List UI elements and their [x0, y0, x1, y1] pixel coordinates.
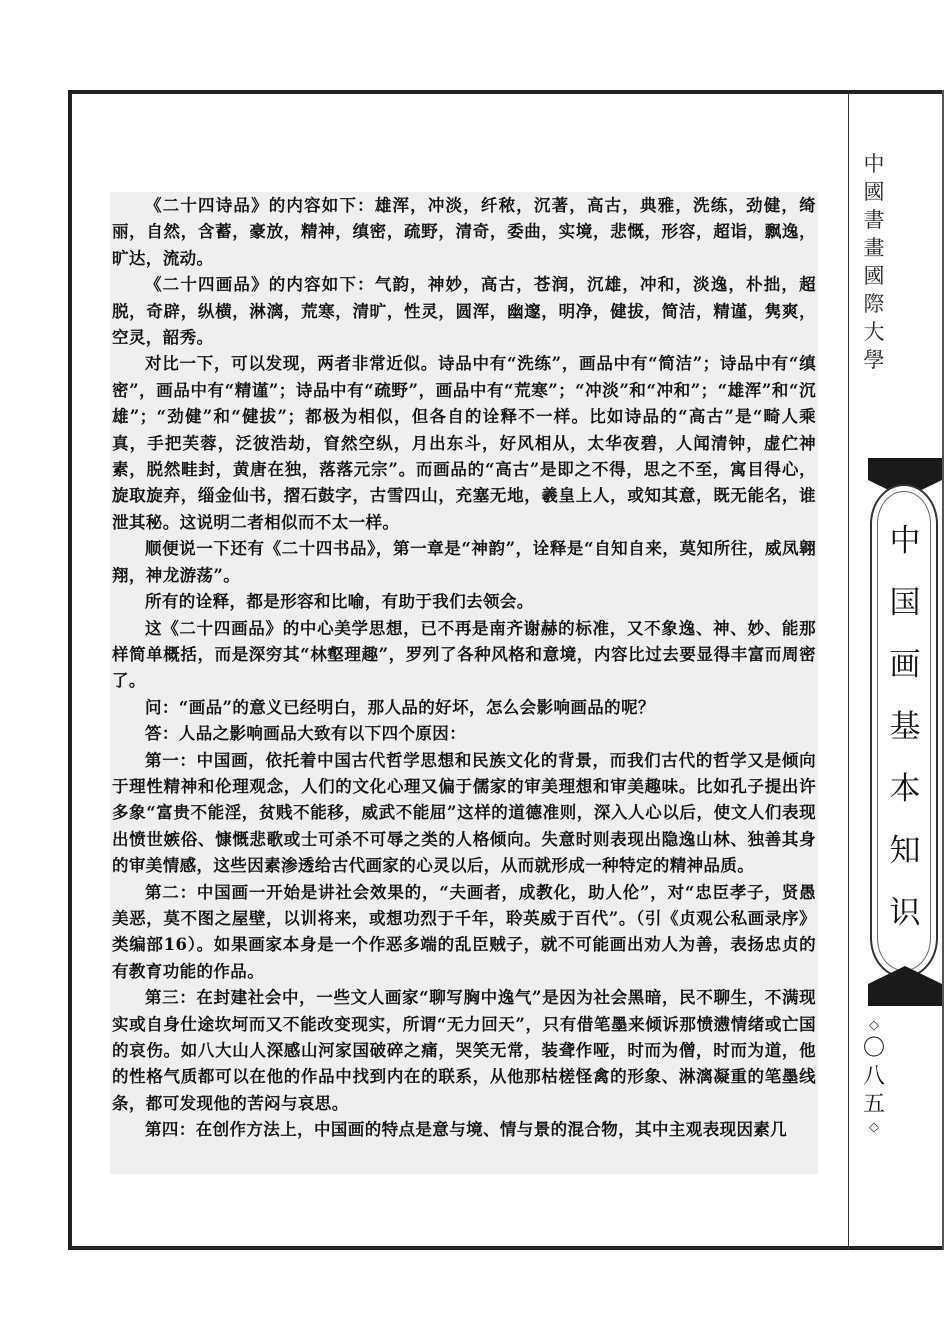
- paragraph: 顺便说一下还有《二十四书品》，第一章是“神韵”，诠释是“自知自来，莫知所往，威凤翱翔，神龙游荡”。: [112, 539, 816, 585]
- diamond-icon: ◇: [869, 1018, 879, 1033]
- paragraph: 第二：中国画一开始是讲社会效果的，“夫画者，成教化，助人伦”，对“忠臣孝子，贤愚美恶，莫不图之屋壁，以训将来，或想功烈于千年，聆英威于百代”。（引《贞观公私画录序》类编部16）。如果画家本身是一个作恶多端的乱臣贼子，就不可能画出劝人为善，表扬忠贞的有教育功能的作品。: [112, 882, 816, 981]
- paragraph: 对比一下，可以发现，两者非常近似。诗品中有“洗练”，画品中有“简洁”；诗品中有“缜密”，画品中有“精谨”；诗品中有“疏野”，画品中有“荒寒”；“冲淡”和“冲和”；“雄浑”和“沉雄”；“劲健”和“健拔”；都极为相似，但各自的诠释不一样。比如诗品的“高古”是“畸人乘真，手把芙蓉，泛彼浩劫，窅然空纵，月出东斗，好风相从，太华夜碧，人闻清钟，虚伫神素，脱然畦封，黄唐在独，落落元宗”。而画品的“高古”是即之不得，思之不至，寓目得心，旋取旋弃，缁金仙书，摺石鼓字，古雪四山，充塞无地，羲皇上人，或知其意，既无能名，谁泄其秘。这说明二者相似而不太一样。: [112, 354, 816, 532]
- paragraph: 问：“画品”的意义已经明白，那人品的好坏，怎么会影响画品的呢？: [145, 697, 655, 717]
- diamond-icon: ◇: [869, 1120, 879, 1135]
- paragraph: 第三：在封建社会中，一些文人画家“聊写胸中逸气”是因为社会黑暗，民不聊生，不满现实或自身仕途坎坷而又不能改变现实，所谓“无力回天”，只有借笔墨来倾诉那愤懑情绪或亡国的哀伤。如八大山人深感山河家国破碎之痛，哭笑无常，装聋作哑，时而为僧，时而为道，他的性格气质都可以在他的作品中找到内在的联系，从他那枯槎怪禽的形象、淋漓凝重的笔墨线条，都可发现他的苦闷与哀思。: [112, 988, 816, 1113]
- university-name: 中 國 書 畫 國 際 大 學: [863, 152, 885, 372]
- paragraph: 答：人品之影响画品大致有以下四个原因：: [145, 724, 467, 744]
- plaque-cap-bottom: [868, 966, 942, 1006]
- paragraph: 第一：中国画，依托着中国古代哲学思想和民族文化的背景，而我们古代的哲学又是倾向于理性精神和伦理观念，人们的文化心理又偏于儒家的审美理想和审美趣味。比如孔子提出许多象“富贵不能淫，贫贱不能移，威武不能屈”这样的道德准则，深入人心以后，使文人们表现出愤世嫉俗、慷慨悲歌或士可杀不可辱之类的人格倾向。失意时则表现出隐逸山林、独善其身的审美情感，这些因素渗透给古代画家的心灵以后，从而就形成一种特定的精神品质。: [112, 750, 816, 876]
- paragraph: 这《二十四画品》的中心美学思想，已不再是南齐谢赫的标准，又不象逸、神、妙、能那样简单概括，而是深穷其“林壑理趣”，罗列了各种风格和意境，内容比过去要显得丰富而周密了。: [112, 618, 816, 691]
- book-title: 中 国 画 基 本 知 识: [889, 523, 921, 931]
- paragraph: 所有的诠释，都是形容和比喻，有助于我们去领会。: [145, 592, 534, 612]
- book-title-plaque: [868, 458, 946, 1006]
- paragraph: 第四：在创作方法上，中国画的特点是意与境、情与景的混合物，其中主观表现因素几: [145, 1120, 788, 1140]
- body-text: [112, 193, 816, 1144]
- sidebar: [848, 90, 946, 1250]
- paragraph: 《二十四画品》的内容如下：气韵，神妙，高古，苍润，沉雄，冲和，淡逸，朴拙，超脱，奇辟，纵横，淋漓，荒寒，清旷，性灵，圆浑，幽邃，明净，健拔，简洁，精谨，隽爽，空灵，韶秀。: [112, 275, 816, 348]
- paragraph: 《二十四诗品》的内容如下：雄浑，冲淡，纤秾，沉著，高古，典雅，洗练，劲健，绮丽，自然，含蓄，豪放，精神，缜密，疏野，清奇，委曲，实境，悲慨，形容，超诣，飘逸，旷达，流动。: [112, 196, 816, 268]
- page-number: ◇ 〇 八 五 ◇: [862, 1018, 885, 1135]
